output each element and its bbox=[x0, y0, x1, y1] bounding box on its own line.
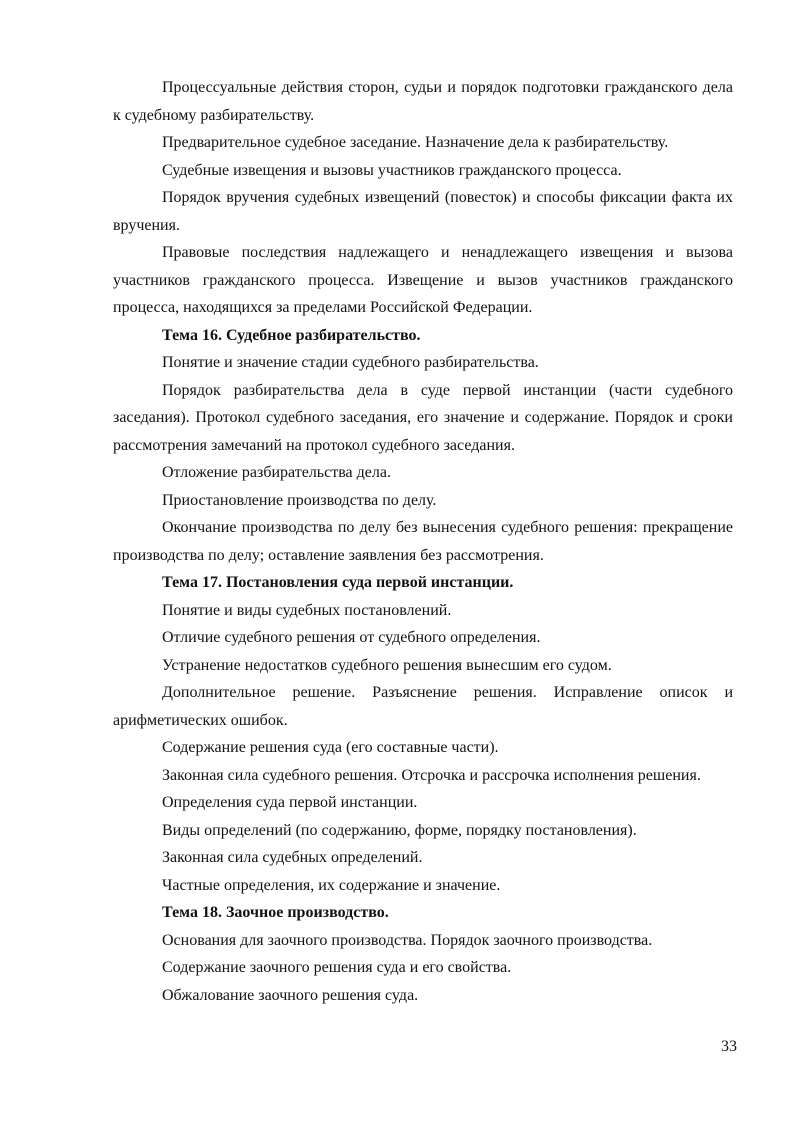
paragraph: Порядок вручения судебных извещений (повесток) и способы фиксации факта их вручения. bbox=[113, 189, 733, 234]
paragraph: Дополнительное решение. Разъяснение решения. Исправление описок и арифметических ошибок. bbox=[113, 684, 733, 729]
paragraph: Судебные извещения и вызовы участников гражданского процесса. bbox=[162, 161, 622, 179]
topic-heading: Тема 18. Заочное производство. bbox=[162, 904, 389, 921]
paragraph: Понятие и виды судебных постановлений. bbox=[162, 601, 452, 619]
document-body bbox=[113, 74, 733, 1009]
topic-heading: Тема 16. Судебное разбирательство. bbox=[162, 326, 421, 344]
paragraph: Обжалование заочного решения суда. bbox=[162, 986, 419, 1004]
paragraph: Виды определений (по содержанию, форме, порядку постановления). bbox=[162, 821, 637, 839]
paragraph: Устранение недостатков судебного решения вынесшим его судом. bbox=[162, 656, 612, 674]
paragraph: Определения суда первой инстанции. bbox=[162, 794, 418, 811]
page-number: 33 bbox=[721, 1038, 737, 1055]
paragraph: Порядок разбирательства дела в суде первой инстанции (части судебного заседания). Протокол судебного заседания, его значение и содержание. Порядок и сроки рассмотрения замечаний на протокол судебного заседания. bbox=[113, 381, 733, 454]
paragraph: Отличие судебного решения от судебного определения. bbox=[162, 629, 541, 646]
paragraph: Законная сила судебного решения. Отсрочка и рассрочка исполнения решения. bbox=[162, 766, 701, 784]
paragraph: Понятие и значение стадии судебного разбирательства. bbox=[162, 354, 539, 371]
paragraph: Основания для заочного производства. Порядок заочного производства. bbox=[162, 931, 653, 949]
paragraph: Предварительное судебное заседание. Назначение дела к разбирательству. bbox=[162, 134, 669, 151]
paragraph: Отложение разбирательства дела. bbox=[162, 464, 391, 481]
topic-heading: Тема 17. Постановления суда первой инстанции. bbox=[162, 574, 514, 591]
paragraph: Законная сила судебных определений. bbox=[162, 849, 423, 866]
paragraph: Содержание решения суда (его составные части). bbox=[162, 739, 499, 756]
paragraph: Частные определения, их содержание и значение. bbox=[162, 876, 501, 894]
paragraph: Процессуальные действия сторон, судьи и порядок подготовки гражданского дела к судебному разбирательству. bbox=[113, 79, 733, 124]
paragraph: Окончание производства по делу без вынесения судебного решения: прекращение производства по делу; оставление заявления без рассмотрения. bbox=[113, 519, 733, 564]
paragraph: Содержание заочного решения суда и его свойства. bbox=[162, 959, 512, 976]
paragraph: Приостановление производства по делу. bbox=[162, 491, 437, 509]
paragraph: Правовые последствия надлежащего и ненадлежащего извещения и вызова участников гражданского процесса. Извещение и вызов участников гражданского процесса, находящихся за пределами Российской Федерации. bbox=[113, 244, 733, 316]
